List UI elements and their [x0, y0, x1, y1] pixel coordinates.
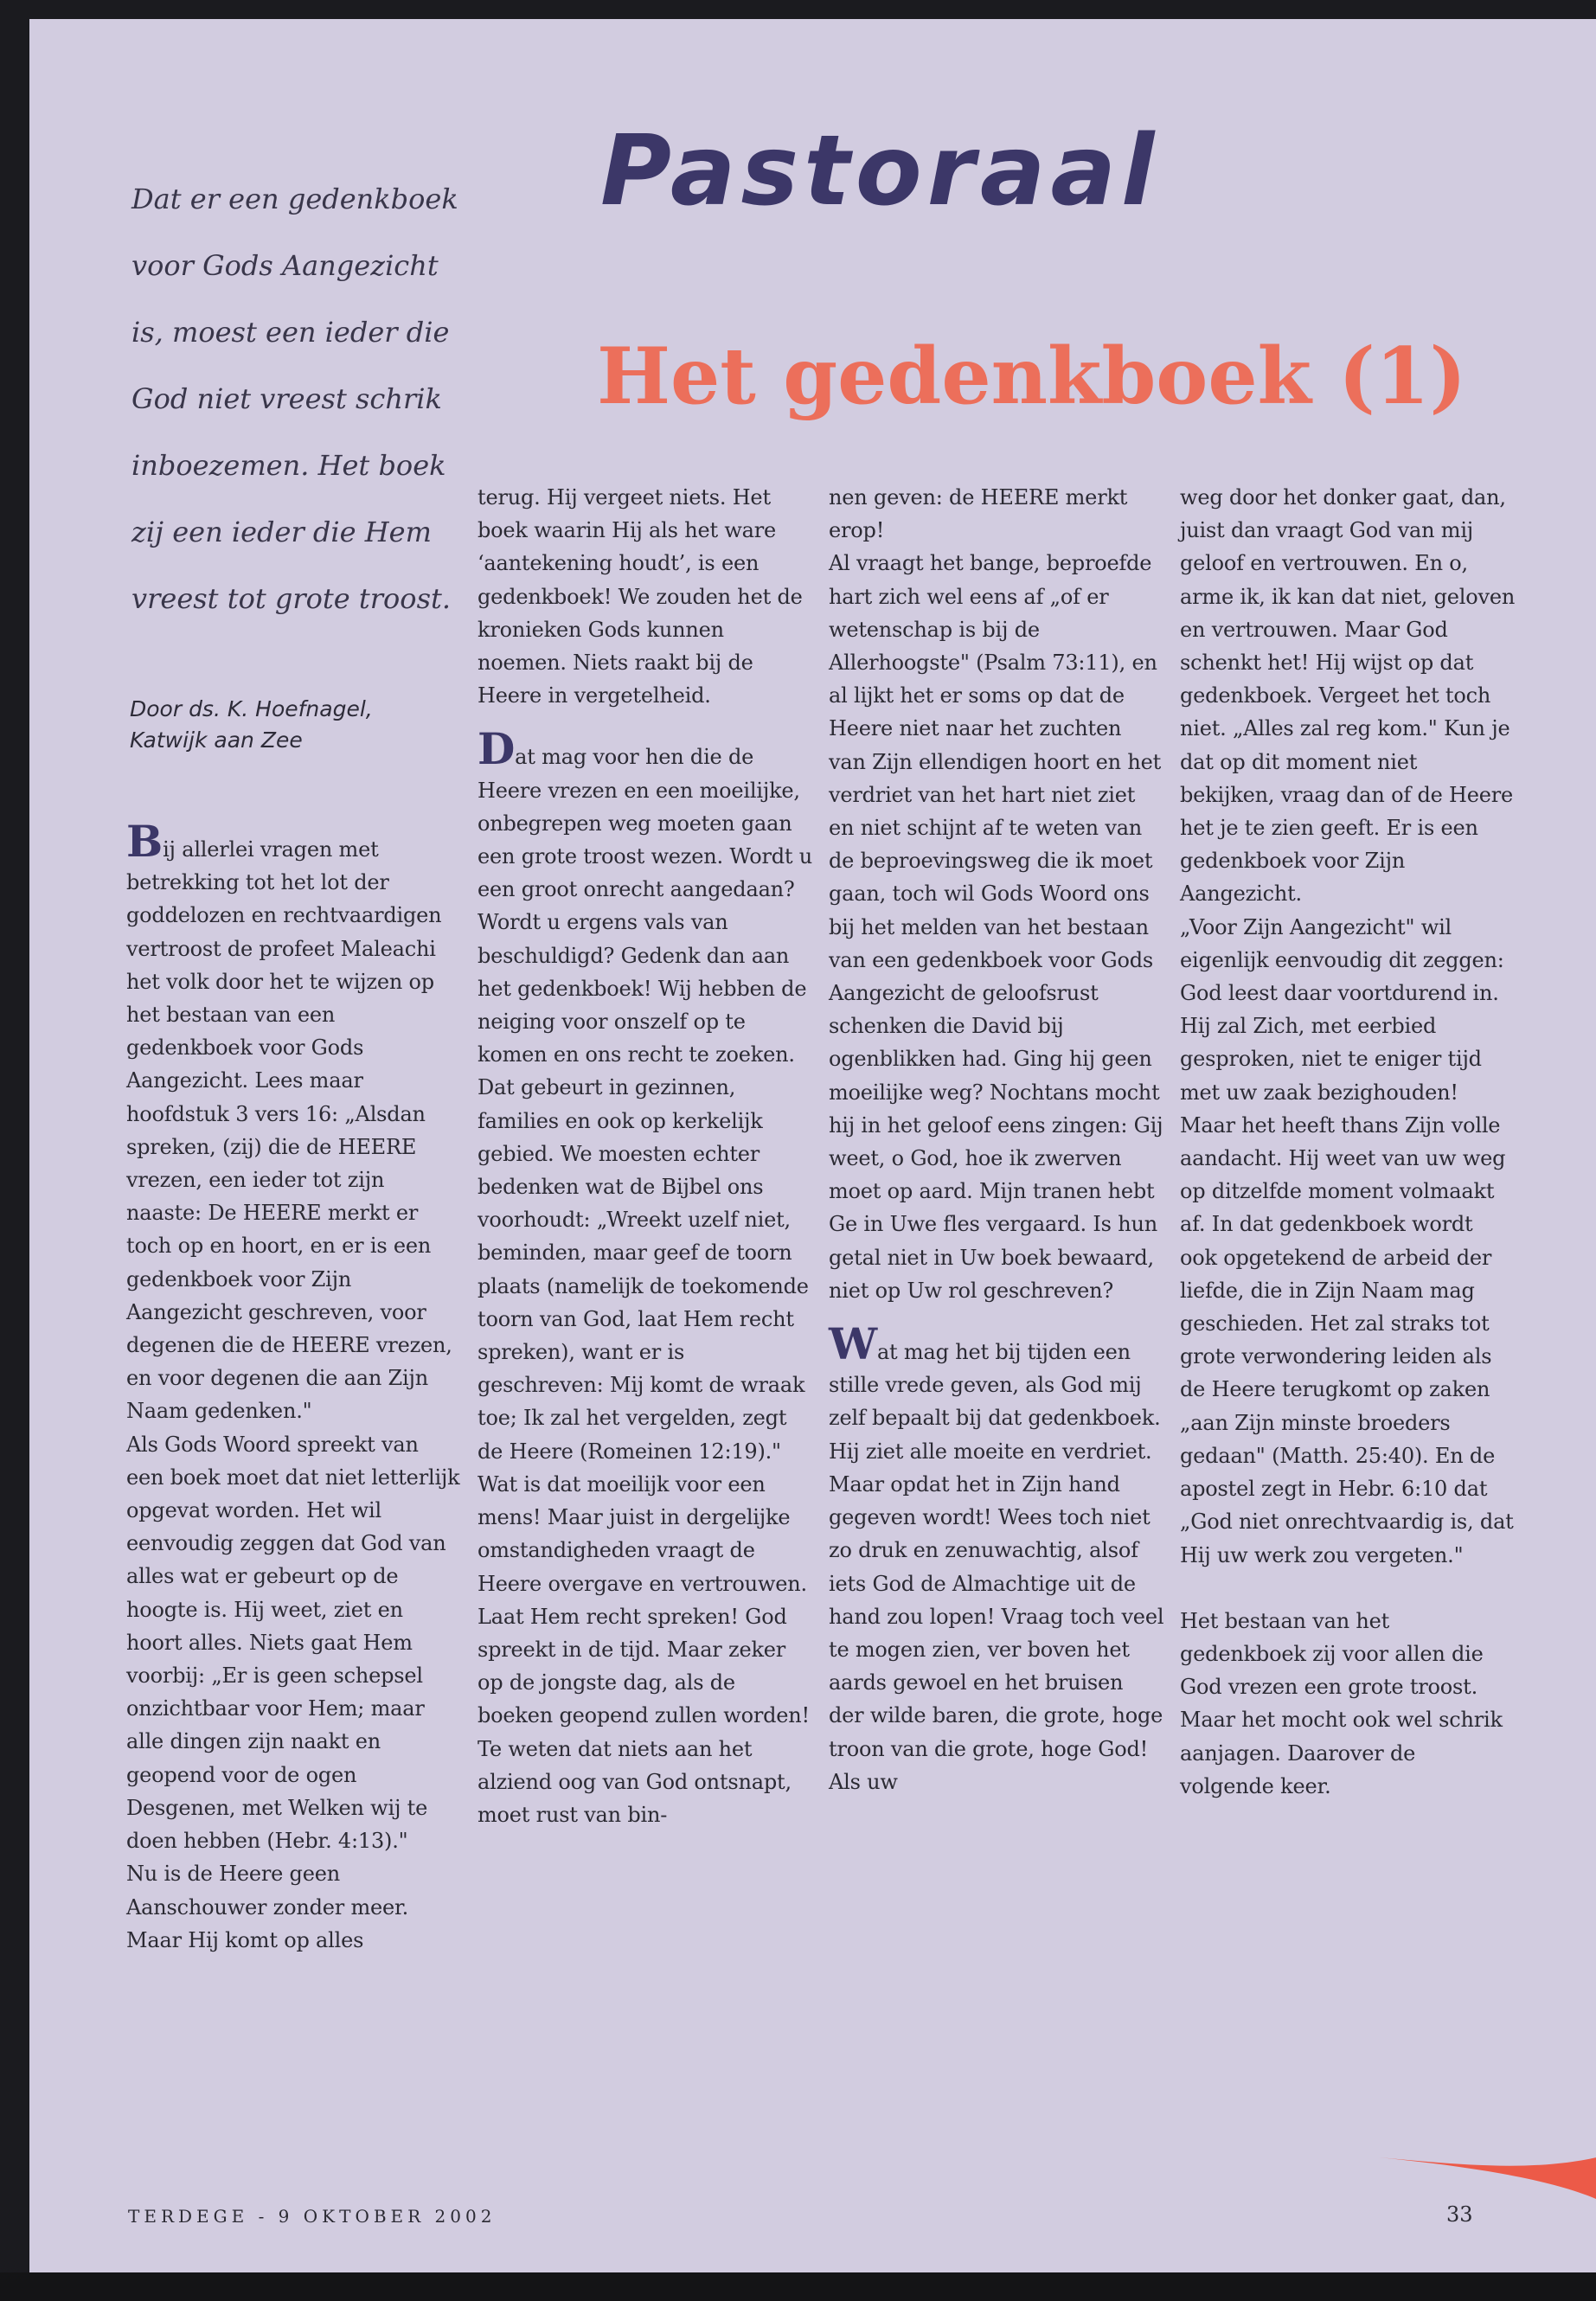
- text-column-3: [829, 481, 1164, 1798]
- paragraph: [126, 816, 462, 1428]
- drop-cap: D: [478, 723, 516, 775]
- intro-line: God niet vreest schrik: [131, 382, 442, 415]
- footer-publication: TERDEGE - 9 OKTOBER 2002: [128, 2206, 497, 2227]
- intro-quote: [131, 166, 478, 632]
- scan-border: [0, 2272, 1596, 2301]
- intro-line: voor Gods Aangezicht: [131, 249, 439, 282]
- paragraph-text: at mag het bij tijden een stille vrede geven, als God mij zelf bepaalt bij dat gedenkboek. Hij ziet alle moeite en verdriet. Maar opdat het in Zijn hand gegeven wordt! Wees toch niet zo druk en zenuwachtig, alsof iets God de Almachtige uit de hand zou lopen! Vraag toch veel te mogen zien, ver boven het aards gewoel en het bruisen der wilde baren, die grote, hoge troon van die grote, hoge God! Als uw: [829, 1340, 1164, 1794]
- intro-line: vreest tot grote troost.: [131, 582, 452, 615]
- article-title: Het gedenkboek (1): [597, 330, 1467, 422]
- paragraph: Wat is dat moeilijk voor een mens! Maar juist in dergelijke omstandigheden vraagt de Heere overgave en vertrouwen. Laat Hem recht spreken! God spreekt in de tijd. Maar zeker op de jongste dag, als de boeken geopend zullen worden! Te weten dat niets aan het alziend oog van God ontsnapt, moet rust van bin-: [478, 1471, 810, 1827]
- paragraph: Als Gods Woord spreekt van een boek moet dat niet letterlijk opgevat worden. Het wil eenvoudig zeggen dat God van alles wat er gebeurt op de hoogte is. Hij weet, ziet en hoort alles. Niets gaat Hem voorbij: „Er is geen schepsel onzichtbaar voor Hem; maar alle dingen zijn naakt en geopend voor de ogen Desgenen, met Welken wij te doen hebben (Hebr. 4:13).": [126, 1432, 460, 1854]
- section-title: Pastoraal: [600, 115, 1160, 228]
- author-byline: [130, 694, 476, 756]
- magazine-page: [29, 19, 1596, 2272]
- intro-line: zij een ieder die Hem: [131, 516, 432, 548]
- paragraph: [478, 723, 813, 1467]
- byline-line: Katwijk aan Zee: [130, 727, 303, 753]
- paragraph: [829, 1318, 1164, 1798]
- intro-line: inboezemen. Het boek: [131, 449, 446, 482]
- paragraph-text: ij allerlei vragen met betrekking tot het lot der goddelozen en rechtvaardigen vertroost de profeet Maleachi het volk door het te wijzen op het bestaan van een gedenkboek voor Gods Aangezicht. Lees maar hoofdstuk 3 vers 16: „Alsdan spreken, (zij) die de HEERE vrezen, een ieder tot zijn naaste: De HEERE merkt er toch op en hoort, en er is een gedenkboek voor Zijn Aangezicht geschreven, voor degenen die de HEERE vrezen, en voor degenen die aan Zijn Naam gedenken.": [126, 837, 452, 1424]
- paragraph: Nu is de Heere geen Aanschouwer zonder meer. Maar Hij komt op alles: [126, 1862, 409, 1952]
- intro-line: is, moest een ieder die: [131, 316, 450, 349]
- paragraph: „Voor Zijn Aangezicht" wil eigenlijk eenvoudig dit zeggen: God leest daar voortdurend in. Hij zal Zich, met eerbied gesproken, niet te eniger tijd met uw zaak bezighouden! Maar het heeft thans Zijn volle aandacht. Hij weet van uw weg op ditzelfde moment volmaakt af. In dat gedenkboek wordt ook opgetekend de arbeid der liefde, die in Zijn Naam mag geschieden. Het zal straks tot grote verwondering leiden als de Heere terugkomt op zaken „aan Zijn minste broeders gedaan" (Matth. 25:40). En de apostel zegt in Hebr. 6:10 dat „God niet onrechtvaardig is, dat Hij uw werk zou vergeten.": [1180, 914, 1514, 1567]
- text-column-4: [1180, 481, 1516, 1803]
- paragraph-text: at mag voor hen die de Heere vrezen en een moeilijke, onbegrepen weg moeten gaan een grote troost wezen. Wordt u een groot onrecht aangedaan? Wordt u ergens vals van beschuldigd? Gedenk dan aan het gedenkboek! Wij hebben de neiging voor onszelf op te komen en ons recht te zoeken. Dat gebeurt in gezinnen, families en ook op kerkelijk gebied. We moesten echter bedenken wat de Bijbel ons voorhoudt: „Wreekt uzelf niet, beminden, maar geef de toorn plaats (namelijk de toekomende toorn van God, laat Hem recht spreken), want er is geschreven: Mij komt de wraak toe; Ik zal het vergelden, zegt de Heere (Romeinen 12:19).": [478, 745, 813, 1464]
- drop-cap: W: [829, 1318, 877, 1370]
- paragraph: terug. Hij vergeet niets. Het boek waarin Hij als het ware ‘aantekening houdt’, is een gedenkboek! We zouden het de kronieken Gods kunnen noemen. Niets raakt bij de Heere in vergetelheid.: [478, 485, 803, 708]
- paragraph: weg door het donker gaat, dan, juist dan vraagt God van mij geloof en vertrouwen. En o, arme ik, ik kan dat niet, geloven en vertrouwen. Maar God schenkt het! Hij wijst op dat gedenkboek. Vergeet het toch niet. „Alles zal reg kom." Kun je dat op dit moment niet bekijken, vraag dan of de Heere het je te zien geeft. Er is een gedenkboek voor Zijn Aangezicht.: [1180, 485, 1516, 907]
- byline-line: Door ds. K. Hoefnagel,: [130, 696, 373, 721]
- decorative-swoosh: [1379, 2147, 1596, 2208]
- page-number: 33: [1446, 2202, 1473, 2227]
- drop-cap: B: [126, 816, 163, 867]
- paragraph: Al vraagt het bange, beproefde hart zich wel eens af „of er wetenschap is bij de Allerhoogste" (Psalm 73:11), en al lijkt het er soms op dat de Heere niet naar het zuchten van Zijn ellendigen hoort en het verdriet van het hart niet ziet en niet schijnt af te weten van de beproevingsweg die ik moet gaan, toch wil Gods Woord ons bij het melden van het bestaan van een gedenkboek voor Gods Aangezicht de geloofsrust schenken die David bij ogenblikken had. Ging hij geen moeilijke weg? Nochtans mocht hij in het geloof eens zingen: Gij weet, o God, hoe ik zwerven moet op aard. Mijn tranen hebt Ge in Uwe fles vergaard. Is hun getal niet in Uw boek bewaard, niet op Uw rol geschreven?: [829, 551, 1163, 1303]
- text-column-2: [478, 481, 813, 1831]
- text-column-1: [126, 816, 462, 1957]
- paragraph: Het bestaan van het gedenkboek zij voor allen die God vrezen een grote troost. Maar het mocht ook wel schrik aanjagen. Daarover de volgende keer.: [1180, 1608, 1503, 1798]
- intro-line: Dat er een gedenkboek: [131, 183, 458, 215]
- paragraph: nen geven: de HEERE merkt erop!: [829, 485, 1128, 543]
